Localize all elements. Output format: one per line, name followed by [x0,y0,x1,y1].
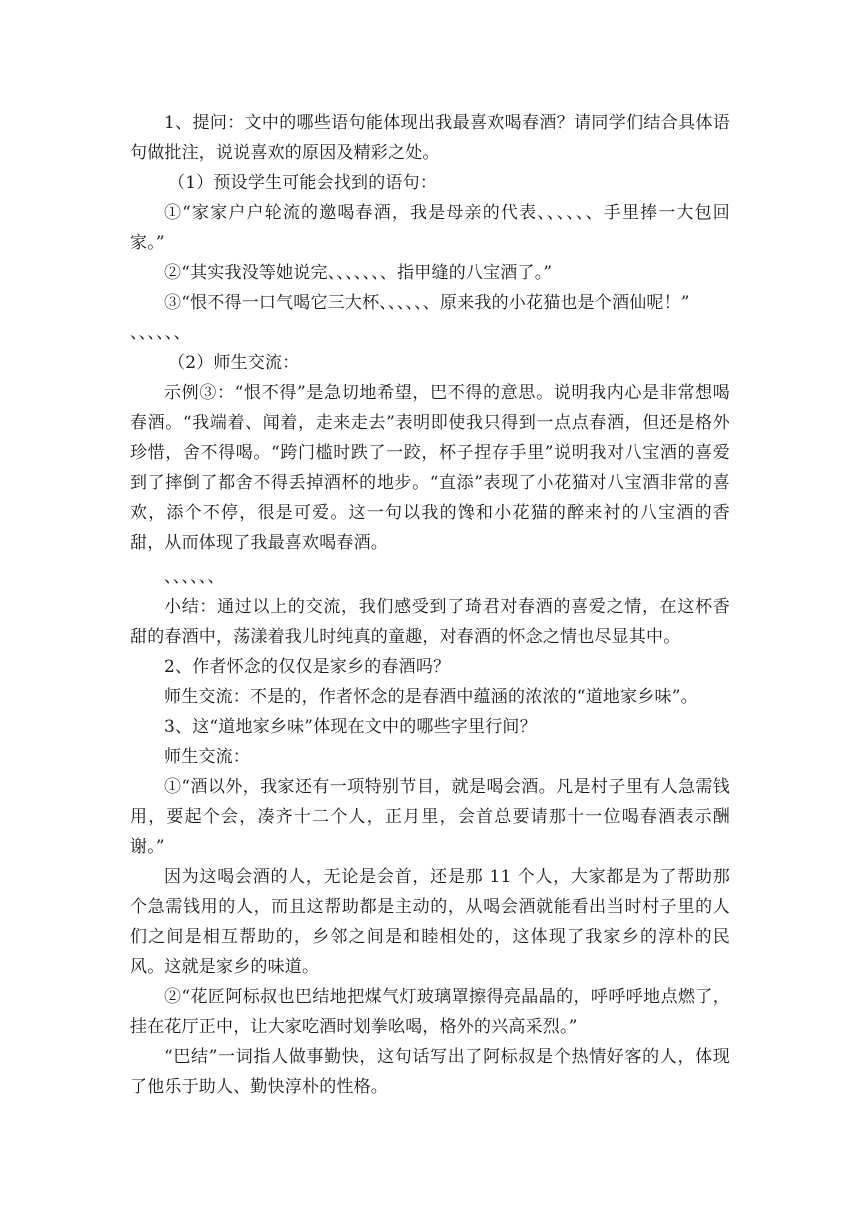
example-3-analysis: 示例③：“恨不得”是急切地希望，巴不得的意思。说明我内心是非常想喝春酒。“我端着、闻着，走来走去”表明即使我只得到一点点春酒，但还是格外珍惜，舍不得喝。“跨门槛时跌了一跤，杯子捏存手里”说明我对八宝酒的喜爱到了摔倒了都舍不得丢掉酒杯的地步。“直添”表现了小花猫对八宝酒非常的喜欢，添个不停，很是可爱。这一句以我的馋和小花猫的醉来衬的八宝酒的香甜，从而体现了我最喜欢喝春酒。 [130,383,730,553]
quote-3: ③“恨不得一口气喝它三大杯、、、、、、原来我的小花猫也是个酒仙呢！” [164,293,690,313]
analysis-ba-jie: “巴结”一词指人做事勤快，这句话写出了阿标叔是个热情好客的人，体现了他乐于助人、勤快淳朴的性格。 [130,1047,730,1097]
subheading-preset-sentences: （1）预设学生可能会找到的语句： [168,173,438,193]
discussion-label: 师生交流： [164,747,250,767]
question-3: 3、这“道地家乡味”体现在文中的哪些字里行间？ [164,717,537,737]
quote-hui-jiu: ①“酒以外，我家还有一项特别节目，就是喝会酒。凡是村子里有人急需钱用，要起个会，凑齐十二个人，正月里，会首总要请那十一位喝春酒表示酬谢。” [130,777,730,857]
question-2: 2、作者怀念的仅仅是家乡的春酒吗？ [164,657,451,677]
answer-2: 师生交流：不是的，作者怀念的是春酒中蕴涵的浓浓的“道地家乡味”。 [164,687,698,707]
analysis-hui-jiu: 因为这喝会酒的人，无论是会首，还是那 11 个人，大家都是为了帮助那个急需钱用的人，而且这帮助都是主动的，从喝会酒就能看出当时村子里的人们之间是相互帮助的，乡邻之间是和睦相处的，这体现了我家乡的淳朴的民风。这就是家乡的味道。 [130,867,730,977]
summary-paragraph: 小结：通过以上的交流，我们感受到了琦君对春酒的喜爱之情，在这杯香甜的春酒中，荡漾着我儿时纯真的童趣，对春酒的怀念之情也尽显其中。 [130,597,730,647]
document-body [130,108,730,1102]
quote-2: ②“其实我没等她说完、、、、、、、指甲缝的八宝酒了。” [164,263,553,283]
quote-a-biao: ②“花匠阿标叔也巴结地把煤气灯玻璃罩擦得亮晶晶的，呼呼呼地点燃了，挂在花厅正中，让大家吃酒时划拳吆喝，格外的兴高采烈。” [130,987,730,1037]
ellipsis-line: 、、、、、、 [164,567,225,587]
subheading-discussion: （2）师生交流： [168,353,300,373]
quote-1: ①“家家户户轮流的邀喝春酒，我是母亲的代表、、、、、、手里捧一大包回家。” [130,203,730,253]
ellipsis-line: 、、、、、、 [130,323,191,343]
question-1: 1、提问：文中的哪些语句能体现出我最喜欢喝春酒？请同学们结合具体语句做批注，说说喜欢的原因及精彩之处。 [130,113,730,163]
